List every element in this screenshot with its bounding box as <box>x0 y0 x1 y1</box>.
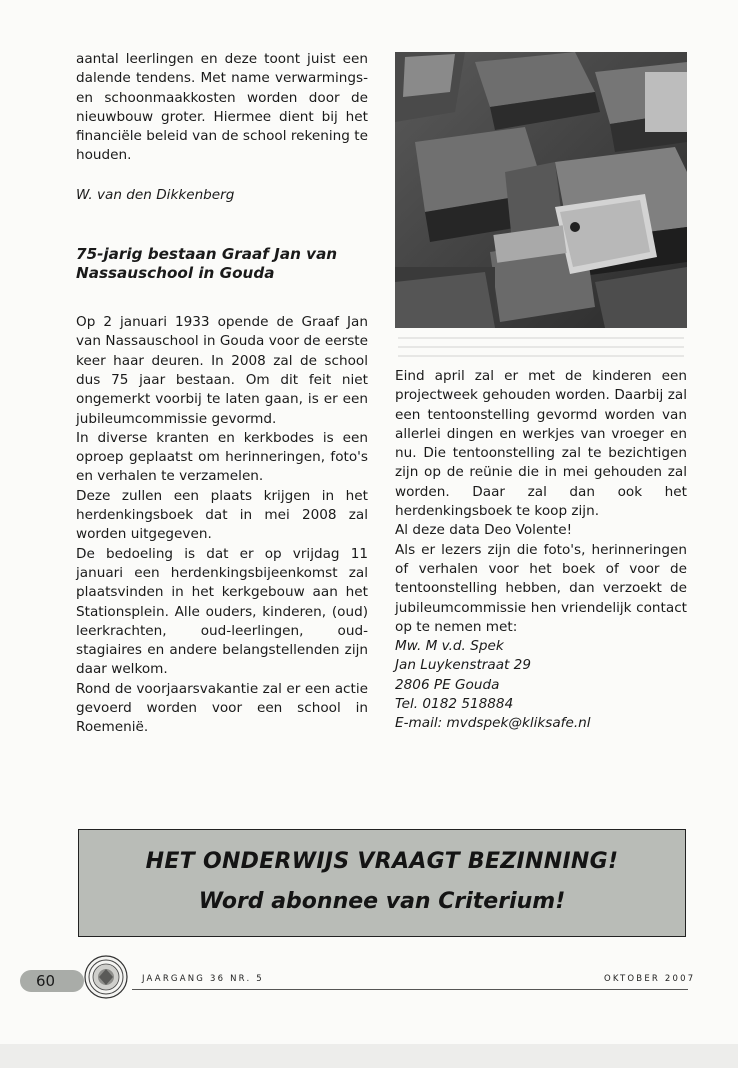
faded-caption <box>398 335 684 357</box>
contact-name: Mw. M v.d. Spek <box>395 638 504 655</box>
body-paragraph: Als er lezers zijn die foto's, herinneringen of verhalen voor het boek of voor de tentoonstelling hebben, dan verzoekt de jubileumcommissie hen vriendelijk contact op te nemen met: <box>395 541 687 635</box>
page-number: 60 <box>36 972 56 990</box>
body-paragraph: Eind april zal er met de kinderen een projectweek gehouden worden. Daarbij zal een tentoonstelling gevormd worden van allerlei dingen en werkjes van vroeger en nu. Die tentoonstelling zal te bezichtigen zijn op de reünie die in mei gehouden zal worden. Daar zal dan ook het herdenkingsboek te koop zijn. <box>395 368 687 520</box>
footer-rule <box>132 989 688 990</box>
contact-street: Jan Luykenstraat 29 <box>395 657 531 674</box>
body-paragraph: Al deze data Deo Volente! <box>395 522 573 539</box>
body-paragraph: Op 2 januari 1933 opende de Graaf Jan van Nassauschool in Gouda voor de eerste keer haar deuren. In 2008 zal de school dus 75 jaar bestaan. Om dit feit niet ongemerkt voorbij te laten gaan, is er een jubileumcommissie gevormd. <box>76 314 368 427</box>
issue-label: JAARGANG 36 NR. 5 <box>142 974 264 984</box>
seal-emblem-icon <box>84 955 128 999</box>
contact-email: E-mail: mvdspek@kliksafe.nl <box>395 715 591 732</box>
date-label: OKTOBER 2007 <box>604 974 696 984</box>
scan-edge <box>0 1044 738 1068</box>
subscription-banner <box>78 829 686 937</box>
contact-phone: Tel. 0182 518884 <box>395 696 514 713</box>
banner-headline: HET ONDERWIJS VRAAGT BEZINNING! <box>145 849 619 874</box>
author-signature: W. van den Dikkenberg <box>76 186 235 203</box>
body-paragraph: In diverse kranten en kerkbodes is een oproep geplaatst om herinneringen, foto's en verhalen te verzamelen. <box>76 429 368 485</box>
body-paragraph: Deze zullen een plaats krijgen in het herdenkingsboek dat in mei 2008 zal worden uitgegeven. <box>76 487 368 543</box>
old-school-desks-photo <box>395 52 687 328</box>
left-column <box>76 50 368 738</box>
body-paragraph: De bedoeling is dat er op vrijdag 11 januari een herdenkingsbijeenkomst zal plaatsvinden in het kerkgebouw aan het Stationsplein. Alle ouders, kinderen, (oud) leerkrachten, oud-leerlingen, oud-stagiaires en andere belangstellenden zijn daar welkom. <box>76 545 368 678</box>
article-heading: 75-jarig bestaan Graaf Jan van Nassauschool in Gouda <box>76 245 338 283</box>
banner-subline: Word abonnee van Criterium! <box>198 889 566 914</box>
contact-city: 2806 PE Gouda <box>395 676 500 693</box>
intro-paragraph: aantal leerlingen en deze toont juist een dalende tendens. Met name verwarmings- en schoonmaakkosten worden door de nieuwbouw groter. Hiermee dient bij het financiële beleid van de school rekening te houden. <box>76 51 368 164</box>
school-desks-photo <box>395 52 687 328</box>
body-paragraph: Rond de voorjaarsvakantie zal er een actie gevoerd worden voor een school in Roemenië. <box>76 680 368 736</box>
right-column <box>395 367 687 734</box>
